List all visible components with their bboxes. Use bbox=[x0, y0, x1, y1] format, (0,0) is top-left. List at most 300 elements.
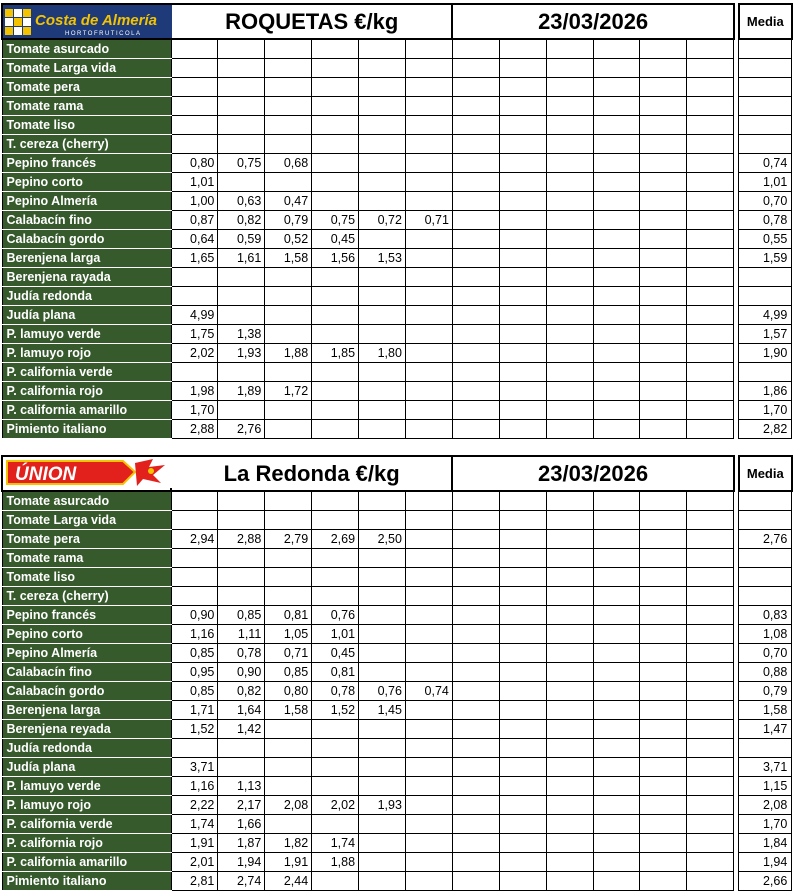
price-cell bbox=[405, 154, 452, 173]
price-cell bbox=[546, 644, 593, 663]
price-date: 23/03/2026 bbox=[452, 4, 733, 39]
costa-de-almeria-logo bbox=[2, 4, 171, 39]
table-row bbox=[2, 268, 792, 287]
price-cell bbox=[640, 758, 687, 777]
price-cell: 1,94 bbox=[218, 853, 265, 872]
price-cell bbox=[359, 287, 406, 306]
price-cell: 0,76 bbox=[312, 606, 359, 625]
price-cell bbox=[640, 530, 687, 549]
price-cell bbox=[265, 325, 312, 344]
price-cell bbox=[312, 420, 359, 439]
price-cell bbox=[218, 39, 265, 59]
media-cell bbox=[739, 587, 792, 606]
price-cell bbox=[687, 758, 734, 777]
price-cell bbox=[687, 834, 734, 853]
price-cell bbox=[499, 739, 546, 758]
price-cell bbox=[312, 192, 359, 211]
price-cell bbox=[265, 511, 312, 530]
price-cell bbox=[265, 549, 312, 568]
price-cell bbox=[405, 853, 452, 872]
price-cell bbox=[265, 777, 312, 796]
price-cell bbox=[687, 344, 734, 363]
product-name: Pimiento italiano bbox=[2, 872, 171, 891]
price-cell bbox=[687, 530, 734, 549]
price-cell bbox=[218, 59, 265, 78]
board-header bbox=[2, 456, 792, 491]
market-title: La Redonda €/kg bbox=[171, 456, 452, 491]
media-cell bbox=[739, 491, 792, 511]
media-cell: 1,90 bbox=[739, 344, 792, 363]
media-cell bbox=[739, 135, 792, 154]
price-cell bbox=[687, 663, 734, 682]
price-cell: 2,94 bbox=[171, 530, 218, 549]
price-cell bbox=[640, 287, 687, 306]
price-cell: 1,74 bbox=[312, 834, 359, 853]
price-cell: 1,58 bbox=[265, 701, 312, 720]
price-cell bbox=[546, 568, 593, 587]
price-cell bbox=[452, 211, 499, 230]
price-cell bbox=[405, 287, 452, 306]
price-cell bbox=[171, 363, 218, 382]
price-cell bbox=[359, 568, 406, 587]
price-cell bbox=[499, 663, 546, 682]
price-cell bbox=[546, 872, 593, 891]
price-cell bbox=[593, 625, 640, 644]
price-cell bbox=[265, 78, 312, 97]
price-cell bbox=[499, 420, 546, 439]
price-cell bbox=[687, 135, 734, 154]
price-cell bbox=[218, 268, 265, 287]
price-cell bbox=[687, 230, 734, 249]
price-cell bbox=[265, 401, 312, 420]
price-cell bbox=[687, 173, 734, 192]
price-cell: 1,52 bbox=[171, 720, 218, 739]
price-cell: 0,75 bbox=[218, 154, 265, 173]
price-cell bbox=[312, 325, 359, 344]
price-cell: 2,44 bbox=[265, 872, 312, 891]
price-cell bbox=[546, 834, 593, 853]
product-name: Berenjena reyada bbox=[2, 720, 171, 739]
media-cell: 1,15 bbox=[739, 777, 792, 796]
price-cell bbox=[593, 739, 640, 758]
price-cell bbox=[312, 268, 359, 287]
price-cell bbox=[359, 511, 406, 530]
price-cell bbox=[640, 815, 687, 834]
media-cell bbox=[739, 549, 792, 568]
price-cell bbox=[218, 173, 265, 192]
price-cell bbox=[359, 39, 406, 59]
price-cell bbox=[359, 154, 406, 173]
price-cell bbox=[499, 230, 546, 249]
price-cell: 0,45 bbox=[312, 644, 359, 663]
price-cell: 1,13 bbox=[218, 777, 265, 796]
price-cell: 2,17 bbox=[218, 796, 265, 815]
price-cell bbox=[312, 568, 359, 587]
price-cell bbox=[593, 720, 640, 739]
media-cell bbox=[739, 97, 792, 116]
product-name: Pepino corto bbox=[2, 625, 171, 644]
price-cell bbox=[452, 344, 499, 363]
price-cell bbox=[359, 173, 406, 192]
price-cell bbox=[171, 568, 218, 587]
price-cell: 0,90 bbox=[218, 663, 265, 682]
media-cell bbox=[739, 78, 792, 97]
price-cell bbox=[499, 97, 546, 116]
price-cell bbox=[171, 491, 218, 511]
price-cell bbox=[359, 815, 406, 834]
price-cell bbox=[312, 39, 359, 59]
price-cell bbox=[265, 173, 312, 192]
price-cell bbox=[640, 39, 687, 59]
price-cell bbox=[312, 739, 359, 758]
price-cell bbox=[452, 287, 499, 306]
price-cell: 0,90 bbox=[171, 606, 218, 625]
price-cell bbox=[640, 606, 687, 625]
price-cell bbox=[405, 872, 452, 891]
price-cell bbox=[171, 135, 218, 154]
price-cell bbox=[499, 249, 546, 268]
price-cell: 2,88 bbox=[171, 420, 218, 439]
price-cell bbox=[405, 568, 452, 587]
price-cell bbox=[687, 420, 734, 439]
price-cell bbox=[640, 568, 687, 587]
price-cell bbox=[499, 853, 546, 872]
price-cell bbox=[452, 401, 499, 420]
price-cell: 2,81 bbox=[171, 872, 218, 891]
price-cell bbox=[546, 344, 593, 363]
media-cell: 0,70 bbox=[739, 644, 792, 663]
price-cell bbox=[640, 249, 687, 268]
price-cell bbox=[405, 344, 452, 363]
price-cell bbox=[499, 135, 546, 154]
price-cell bbox=[593, 39, 640, 59]
price-cell bbox=[687, 625, 734, 644]
price-cell bbox=[452, 568, 499, 587]
price-cell bbox=[499, 587, 546, 606]
price-cell bbox=[546, 682, 593, 701]
price-cell: 0,85 bbox=[171, 682, 218, 701]
price-cell bbox=[405, 530, 452, 549]
price-cell bbox=[499, 363, 546, 382]
price-cell bbox=[359, 363, 406, 382]
price-cell bbox=[640, 701, 687, 720]
price-cell bbox=[546, 777, 593, 796]
product-name: P. california amarillo bbox=[2, 853, 171, 872]
price-cell bbox=[546, 853, 593, 872]
price-cell: 0,81 bbox=[265, 606, 312, 625]
price-cell: 1,38 bbox=[218, 325, 265, 344]
price-cell bbox=[499, 625, 546, 644]
price-cell: 2,69 bbox=[312, 530, 359, 549]
price-cell bbox=[312, 511, 359, 530]
table-row bbox=[2, 363, 792, 382]
price-cell bbox=[499, 78, 546, 97]
price-cell bbox=[546, 173, 593, 192]
price-cell bbox=[265, 97, 312, 116]
price-cell bbox=[546, 511, 593, 530]
product-name: Tomate rama bbox=[2, 549, 171, 568]
price-cell: 0,71 bbox=[405, 211, 452, 230]
price-cell: 1,87 bbox=[218, 834, 265, 853]
price-cell bbox=[546, 39, 593, 59]
price-cell: 2,74 bbox=[218, 872, 265, 891]
price-cell bbox=[171, 287, 218, 306]
price-cell bbox=[452, 872, 499, 891]
media-cell: 1,86 bbox=[739, 382, 792, 401]
price-cell bbox=[452, 777, 499, 796]
price-cell bbox=[687, 401, 734, 420]
price-cell bbox=[593, 344, 640, 363]
price-cell bbox=[640, 663, 687, 682]
media-cell: 1,70 bbox=[739, 815, 792, 834]
price-cell bbox=[312, 135, 359, 154]
price-cell bbox=[312, 815, 359, 834]
price-cell bbox=[640, 116, 687, 135]
price-cell bbox=[499, 306, 546, 325]
media-cell bbox=[739, 116, 792, 135]
price-cell bbox=[452, 530, 499, 549]
price-cell bbox=[218, 587, 265, 606]
price-cell bbox=[452, 853, 499, 872]
price-cell bbox=[405, 192, 452, 211]
price-cell bbox=[546, 420, 593, 439]
price-cell: 0,79 bbox=[265, 211, 312, 230]
price-cell bbox=[687, 796, 734, 815]
price-cell: 1,53 bbox=[359, 249, 406, 268]
price-cell bbox=[405, 401, 452, 420]
table-row bbox=[2, 325, 792, 344]
price-cell bbox=[452, 59, 499, 78]
price-cell bbox=[546, 382, 593, 401]
table-row bbox=[2, 249, 792, 268]
price-cell bbox=[687, 39, 734, 59]
price-cell bbox=[593, 363, 640, 382]
price-cell bbox=[499, 491, 546, 511]
price-cell bbox=[359, 720, 406, 739]
price-cell bbox=[593, 682, 640, 701]
price-cell bbox=[312, 287, 359, 306]
table-row bbox=[2, 834, 792, 853]
price-cell bbox=[359, 97, 406, 116]
price-cell bbox=[546, 97, 593, 116]
price-cell bbox=[593, 306, 640, 325]
table-row bbox=[2, 739, 792, 758]
price-cell: 1,65 bbox=[171, 249, 218, 268]
media-cell bbox=[739, 59, 792, 78]
product-name: Judía redonda bbox=[2, 287, 171, 306]
la-union-logo bbox=[2, 456, 171, 491]
price-cell: 1,11 bbox=[218, 625, 265, 644]
price-cell bbox=[687, 815, 734, 834]
table-row bbox=[2, 211, 792, 230]
price-cell: 1,42 bbox=[218, 720, 265, 739]
price-cell: 1,45 bbox=[359, 701, 406, 720]
table-row bbox=[2, 549, 792, 568]
price-cell bbox=[546, 211, 593, 230]
product-name: Calabacín gordo bbox=[2, 682, 171, 701]
price-cell bbox=[499, 644, 546, 663]
board-header bbox=[2, 4, 792, 39]
price-cell bbox=[359, 853, 406, 872]
product-name: Tomate asurcado bbox=[2, 491, 171, 511]
price-cell bbox=[687, 587, 734, 606]
price-cell bbox=[312, 382, 359, 401]
price-cell bbox=[452, 39, 499, 59]
price-cell bbox=[499, 511, 546, 530]
product-name: Pepino francés bbox=[2, 154, 171, 173]
price-cell bbox=[593, 154, 640, 173]
media-cell: 0,83 bbox=[739, 606, 792, 625]
price-cell bbox=[359, 606, 406, 625]
price-cell bbox=[640, 211, 687, 230]
price-cell bbox=[687, 192, 734, 211]
table-row bbox=[2, 625, 792, 644]
price-cell bbox=[640, 344, 687, 363]
price-cell: 1,89 bbox=[218, 382, 265, 401]
price-cell bbox=[640, 363, 687, 382]
price-cell bbox=[640, 625, 687, 644]
price-cell bbox=[546, 230, 593, 249]
price-cell bbox=[546, 815, 593, 834]
price-cell bbox=[640, 420, 687, 439]
price-cell bbox=[499, 549, 546, 568]
price-cell: 1,58 bbox=[265, 249, 312, 268]
price-cell bbox=[546, 249, 593, 268]
price-cell bbox=[499, 287, 546, 306]
price-cell bbox=[640, 644, 687, 663]
price-cell bbox=[452, 306, 499, 325]
price-cell bbox=[687, 97, 734, 116]
price-cell: 1,01 bbox=[171, 173, 218, 192]
price-cell bbox=[593, 325, 640, 344]
price-cell bbox=[499, 530, 546, 549]
price-cell bbox=[265, 39, 312, 59]
price-cell bbox=[593, 135, 640, 154]
price-cell bbox=[452, 268, 499, 287]
price-cell: 0,85 bbox=[265, 663, 312, 682]
price-cell: 0,64 bbox=[171, 230, 218, 249]
price-cell bbox=[593, 834, 640, 853]
price-cell: 0,76 bbox=[359, 682, 406, 701]
product-name: Judía plana bbox=[2, 306, 171, 325]
price-cell bbox=[452, 192, 499, 211]
price-cell: 1,01 bbox=[312, 625, 359, 644]
price-cell bbox=[546, 363, 593, 382]
price-cell bbox=[359, 644, 406, 663]
product-name: P. california verde bbox=[2, 815, 171, 834]
price-cell bbox=[687, 363, 734, 382]
media-header: Media bbox=[739, 4, 792, 39]
price-cell bbox=[359, 739, 406, 758]
price-cell bbox=[546, 401, 593, 420]
table-row bbox=[2, 97, 792, 116]
price-cell: 2,88 bbox=[218, 530, 265, 549]
table-row bbox=[2, 758, 792, 777]
product-name: Berenjena larga bbox=[2, 249, 171, 268]
price-cell bbox=[640, 872, 687, 891]
price-cell bbox=[593, 249, 640, 268]
media-cell: 0,55 bbox=[739, 230, 792, 249]
media-cell bbox=[739, 511, 792, 530]
price-cell: 1,70 bbox=[171, 401, 218, 420]
price-cell bbox=[405, 135, 452, 154]
price-cell bbox=[546, 116, 593, 135]
price-cell: 0,71 bbox=[265, 644, 312, 663]
price-cell bbox=[687, 116, 734, 135]
product-name: Berenjena larga bbox=[2, 701, 171, 720]
price-cell bbox=[218, 97, 265, 116]
product-name: P. lamuyo rojo bbox=[2, 344, 171, 363]
price-cell: 2,50 bbox=[359, 530, 406, 549]
media-cell: 3,71 bbox=[739, 758, 792, 777]
price-cell bbox=[546, 663, 593, 682]
price-cell bbox=[546, 530, 593, 549]
price-cell bbox=[312, 758, 359, 777]
price-cell bbox=[546, 59, 593, 78]
price-cell bbox=[218, 491, 265, 511]
price-cell: 1,98 bbox=[171, 382, 218, 401]
price-cell bbox=[218, 549, 265, 568]
price-cell bbox=[546, 154, 593, 173]
media-cell: 4,99 bbox=[739, 306, 792, 325]
price-cell bbox=[312, 872, 359, 891]
price-cell: 1,91 bbox=[171, 834, 218, 853]
table-row bbox=[2, 116, 792, 135]
media-cell: 0,70 bbox=[739, 192, 792, 211]
price-cell bbox=[499, 682, 546, 701]
price-cell bbox=[640, 173, 687, 192]
price-cell bbox=[640, 59, 687, 78]
la-redonda-price-board bbox=[1, 455, 788, 891]
price-cell bbox=[359, 230, 406, 249]
price-cell: 2,01 bbox=[171, 853, 218, 872]
price-cell bbox=[687, 682, 734, 701]
price-cell bbox=[499, 872, 546, 891]
price-cell bbox=[452, 815, 499, 834]
price-cell bbox=[359, 268, 406, 287]
price-cell: 0,81 bbox=[312, 663, 359, 682]
price-cell bbox=[499, 834, 546, 853]
price-cell bbox=[265, 739, 312, 758]
price-cell bbox=[218, 135, 265, 154]
price-cell bbox=[593, 511, 640, 530]
price-cell bbox=[640, 401, 687, 420]
price-cell bbox=[359, 59, 406, 78]
price-cell bbox=[499, 720, 546, 739]
price-cell bbox=[359, 382, 406, 401]
price-cell bbox=[687, 853, 734, 872]
media-cell: 1,58 bbox=[739, 701, 792, 720]
price-cell bbox=[452, 682, 499, 701]
price-cell: 2,76 bbox=[218, 420, 265, 439]
price-cell bbox=[405, 116, 452, 135]
price-cell bbox=[499, 211, 546, 230]
price-cell bbox=[687, 777, 734, 796]
price-cell bbox=[546, 720, 593, 739]
price-cell bbox=[265, 59, 312, 78]
table-row bbox=[2, 173, 792, 192]
price-cell bbox=[405, 587, 452, 606]
logo-graphic bbox=[3, 457, 175, 488]
media-cell: 0,74 bbox=[739, 154, 792, 173]
price-cell bbox=[312, 491, 359, 511]
price-cell bbox=[687, 325, 734, 344]
price-cell bbox=[405, 59, 452, 78]
price-cell bbox=[687, 154, 734, 173]
price-cell bbox=[359, 625, 406, 644]
price-cell bbox=[312, 59, 359, 78]
price-cell: 1,75 bbox=[171, 325, 218, 344]
